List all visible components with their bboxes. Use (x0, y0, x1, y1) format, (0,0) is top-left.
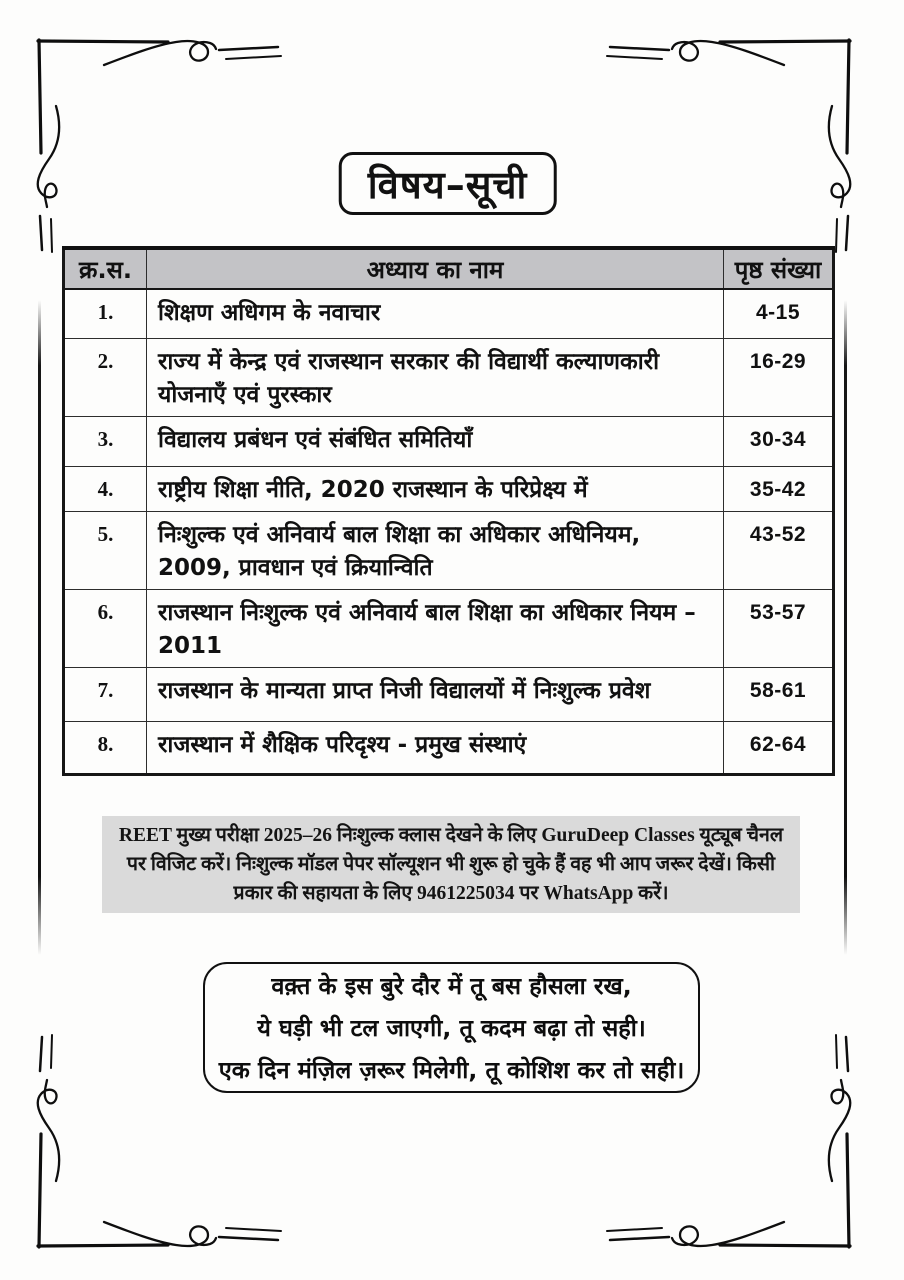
toc-row-title: राजस्थान के मान्यता प्राप्त निजी विद्यालयों में निःशुल्क प्रवेश (147, 667, 724, 721)
toc-row-sno: 3. (64, 416, 147, 466)
toc-row-sno: 8. (64, 721, 147, 774)
toc-row (64, 416, 834, 466)
toc-row (64, 511, 834, 589)
toc-header-sno: क्र.स. (64, 248, 147, 289)
toc-row-sno: 4. (64, 466, 147, 511)
frame-side-line-right (844, 300, 847, 955)
toc-row-pages: 43-52 (724, 511, 834, 589)
toc-row-pages: 30-34 (724, 416, 834, 466)
quote-line: वक़्त के इस बुरे दौर में तू बस हौसला रख, (271, 971, 632, 1000)
promo-note-box (102, 816, 800, 913)
toc-row (64, 466, 834, 511)
toc-table (62, 246, 835, 776)
quote-line: एक दिन मंज़िल ज़रूर मिलेगी, तू कोशिश कर तो सही। (218, 1055, 685, 1084)
promo-note-line: प्रकार की सहायता के लिए 9461225034 पर WhatsApp करें। (233, 883, 669, 904)
promo-note-line: REET मुख्य परीक्षा 2025–26 निःशुल्क क्लास देखने के लिए GuruDeep Classes यूट्यूब चैनल (118, 825, 784, 846)
toc-row-pages: 4-15 (724, 289, 834, 338)
frame-side-line-left (38, 300, 41, 955)
toc-row-sno: 7. (64, 667, 147, 721)
toc-row-sno: 6. (64, 589, 147, 667)
page-title-box (339, 152, 557, 215)
toc-row-pages: 16-29 (724, 338, 834, 416)
quote-line: ये घड़ी भी टल जाएगी, तू कदम बढ़ा तो सही। (257, 1013, 646, 1042)
toc-row-pages: 53-57 (724, 589, 834, 667)
page-title: विषय–सूची (367, 162, 528, 207)
toc-row-title: राष्ट्रीय शिक्षा नीति, 2020 राजस्थान के परिप्रेक्ष्य में (147, 466, 724, 511)
toc-row (64, 589, 834, 667)
toc-row (64, 289, 834, 338)
toc-row-title: विद्यालय प्रबंधन एवं संबंधित समितियाँ (147, 416, 724, 466)
toc-row-title: राज्य में केन्द्र एवं राजस्थान सरकार की विद्यार्थी कल्याणकारी योजनाएँ एवं पुरस्कार (147, 338, 724, 416)
toc-row-title: निःशुल्क एवं अनिवार्य बाल शिक्षा का अधिकार अधिनियम, 2009, प्रावधान एवं क्रियान्विति (147, 511, 724, 589)
toc-row-pages: 58-61 (724, 667, 834, 721)
corner-flourish-top-right-icon (600, 25, 870, 260)
toc-row-sno: 1. (64, 289, 147, 338)
corner-flourish-top-left-icon (18, 25, 288, 260)
toc-header-pages: पृष्ठ संख्या (724, 248, 834, 289)
toc-row-sno: 2. (64, 338, 147, 416)
toc-header-title: अध्याय का नाम (147, 248, 724, 289)
toc-row (64, 667, 834, 721)
toc-row (64, 338, 834, 416)
quote-box (203, 962, 700, 1093)
promo-note-line: पर विजिट करें। निःशुल्क मॉडल पेपर सॉल्यूशन भी शुरू हो चुके हैं वह भी आप जरूर देखें। किसी (126, 854, 776, 875)
toc-row-sno: 5. (64, 511, 147, 589)
toc-row-title: राजस्थान निःशुल्क एवं अनिवार्य बाल शिक्षा का अधिकार नियम – 2011 (147, 589, 724, 667)
toc-row-title: राजस्थान में शैक्षिक परिदृश्य - प्रमुख संस्थाएं (147, 721, 724, 774)
toc-row-pages: 62-64 (724, 721, 834, 774)
toc-header-row (64, 248, 834, 289)
toc-row-title: शिक्षण अधिगम के नवाचार (147, 289, 724, 338)
toc-row (64, 721, 834, 774)
toc-row-pages: 35-42 (724, 466, 834, 511)
